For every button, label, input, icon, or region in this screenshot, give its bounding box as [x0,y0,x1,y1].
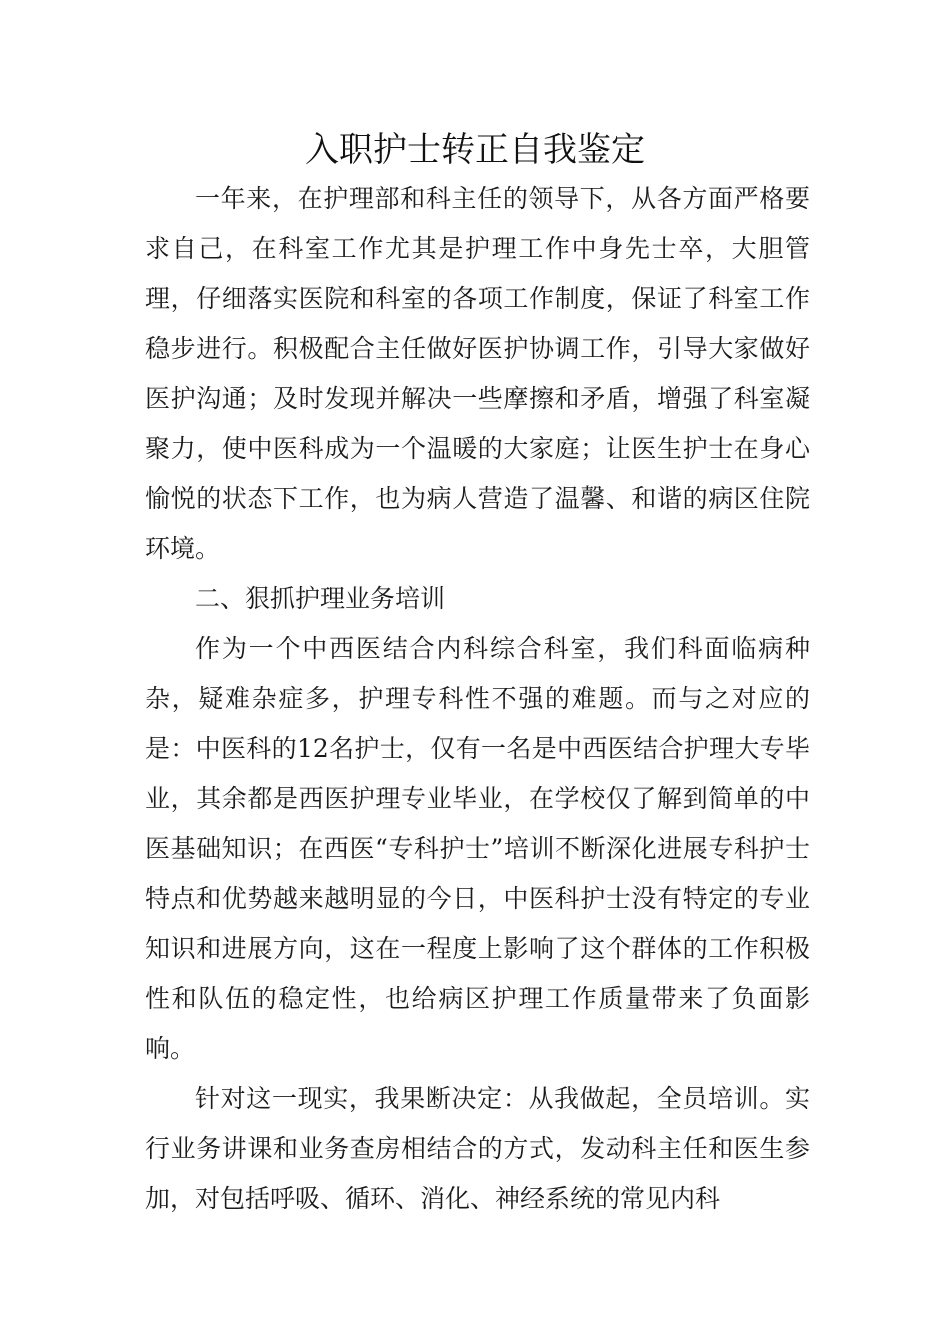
document-body [145,174,810,1224]
paragraph-intro: 一年来，在护理部和科主任的领导下，从各方面严格要求自己，在科室工作尤其是护理工作中身先士卒，大胆管理，仔细落实医院和科室的各项工作制度，保证了科室工作稳步进行。积极配合主任做好医护协调工作，引导大家做好医护沟通；及时发现并解决一些摩擦和矛盾，增强了科室凝聚力，使中医科成为一个温暖的大家庭；让医生护士在身心愉悦的状态下工作，也为病人营造了温馨、和谐的病区住院环境。 [145,184,810,563]
paragraph-training-decision: 针对这一现实，我果断决定：从我做起，全员培训。实行业务讲课和业务查房相结合的方式，发动科主任和医生参加，对包括呼吸、循环、消化、神经系统的常见内科 [145,1084,810,1213]
document-title: 入职护士转正自我鉴定 [305,130,645,170]
section-heading-training: 二、狠抓护理业务培训 [195,584,446,613]
paragraph-department-situation: 作为一个中西医结合内科综合科室，我们科面临病种杂，疑难杂症多，护理专科性不强的难题。而与之对应的是：中医科的12名护士，仅有一名是中西医结合护理大专毕业，其余都是西医护理专业毕业，在学校仅了解到简单的中医基础知识；在西医“专科护士”培训不断深化进展专科护士特点和优势越来越明显的今日，中医科护士没有特定的专业知识和进展方向，这在一程度上影响了这个群体的工作积极性和队伍的稳定性，也给病区护理工作质量带来了负面影响。 [145,634,810,1063]
